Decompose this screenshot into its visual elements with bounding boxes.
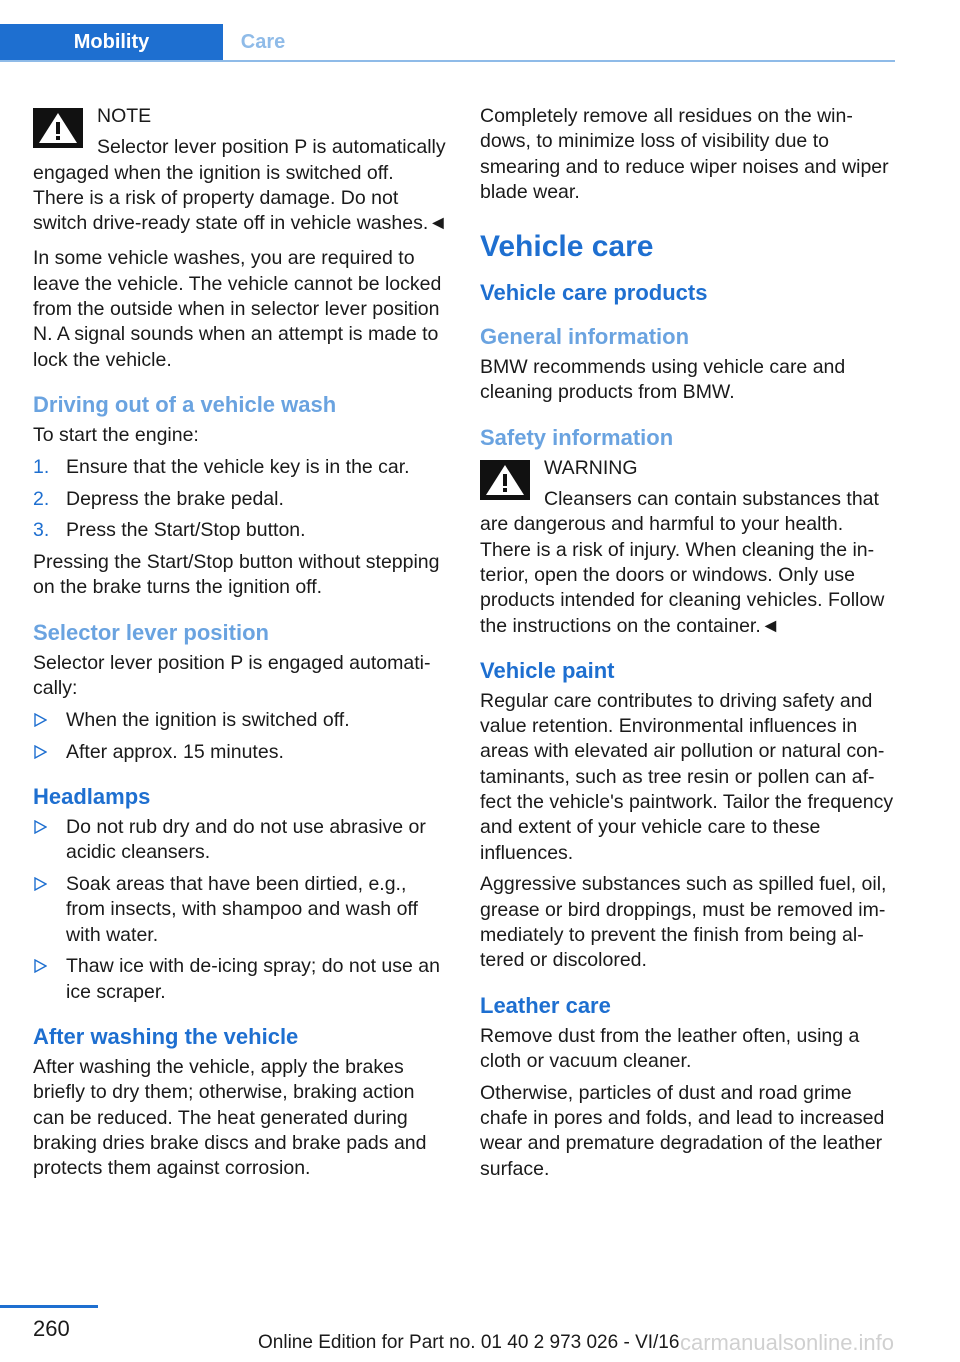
paragraph-leather-care-1: Remove dust from the leather often, using a cloth or vacuum cleaner. [480, 1024, 860, 1072]
step-number: 1. [33, 455, 50, 478]
list-item [33, 518, 449, 543]
heading-vehicle-care-products: Vehicle care products [480, 280, 708, 306]
footer-edition: Online Edition for Part no. 01 40 2 973 026 - VI/16 [258, 1332, 680, 1353]
heading-vehicle-paint: Vehicle paint [480, 657, 615, 683]
list-item [33, 487, 449, 512]
list-item [33, 954, 449, 1005]
warning-triangle-icon [480, 460, 530, 500]
list-item [33, 815, 449, 866]
paragraph-remove-residues: Completely remove all residues on the windows, to minimize loss of visibility due to smearing and to reduce wiper noises and wiper blade wear. [480, 105, 889, 203]
note-title: NOTE [97, 105, 152, 127]
warning-box [480, 456, 896, 639]
paragraph-vehicle-paint-1: Regular care contributes to driving safety and value retention. Environmental influences in areas with elevated air pollution or natural contaminants, such as tree resin or pollen can affect the vehicle's paintwork. Tailor the frequency and extent of your vehicle care to these influences. [480, 689, 894, 864]
step-text: Depress the brake pedal. [66, 487, 284, 510]
headlamps-list [33, 815, 449, 1005]
paragraph-selector-lever: Selector lever position P is engaged automatically: [33, 651, 431, 700]
right-column [480, 104, 896, 1188]
list-item-text: Do not rub dry and do not use abrasive or acidic cleansers. [66, 815, 426, 864]
heading-safety-information: Safety information [480, 424, 674, 450]
list-item [33, 740, 449, 765]
header-tabs [0, 0, 895, 62]
triangle-right-outline-icon [34, 713, 47, 727]
warning-title: WARNING [544, 456, 638, 479]
list-item [33, 455, 449, 480]
step-number: 2. [33, 487, 50, 510]
paragraph-general-information: BMW recommends using vehicle care and cleaning products from BMW. [480, 356, 846, 404]
triangle-right-outline-icon [34, 745, 47, 759]
paragraph-leather-care-2: Otherwise, particles of dust and road grime chafe in pores and folds, and lead to increased wear and premature degradation of the leather surface. [480, 1081, 885, 1180]
watermark: carmanualsonline.info [680, 1330, 895, 1355]
page-number: 260 [33, 1316, 70, 1341]
triangle-right-outline-icon [34, 959, 47, 973]
list-item-text: Thaw ice with de-icing spray; do not use an ice scraper. [66, 955, 440, 1003]
note-box [33, 104, 449, 236]
heading-driving-out: Driving out of a vehicle wash [33, 391, 337, 417]
heading-general-information: General information [480, 324, 690, 350]
step-text: Ensure that the vehicle key is in the car. [66, 455, 410, 478]
paragraph-after-washing: After washing the vehicle, apply the brakes briefly to dry them; otherwise, braking action can be reduced. The heat generated during braking dries brake discs and brake pads and protects them against corrosion. [33, 1056, 427, 1180]
tab-care[interactable]: Care [240, 31, 286, 53]
start-steps-list [33, 455, 449, 544]
list-item [33, 872, 449, 948]
heading-vehicle-care: Vehicle care [480, 230, 654, 264]
heading-after-washing: After washing the vehicle [33, 1024, 299, 1050]
paragraph-start-engine: To start the engine: [33, 423, 199, 446]
heading-leather-care: Leather care [480, 992, 611, 1018]
list-item-text: Soak areas that have been dirtied, e.g., from insects, with shampoo and wash off with water. [66, 873, 418, 946]
paragraph-vehicle-paint-2: Aggressive substances such as spilled fuel, oil, grease or bird droppings, must be removed immediately to prevent the finish from being altered or discolored. [480, 873, 887, 972]
note-text: Selector lever position P is automatically engaged when the ignition is switched off. There is a risk of property damage. Do not switch drive-ready state off in vehicle washes.◄ [33, 136, 448, 235]
triangle-right-outline-icon [34, 877, 47, 891]
step-text: Press the Start/Stop button. [66, 519, 306, 542]
heading-headlamps: Headlamps [33, 783, 151, 809]
selector-list [33, 708, 449, 765]
paragraph-pressing-start-stop: Pressing the Start/Stop button without stepping on the brake turns the ignition off. [33, 551, 440, 599]
left-column [33, 104, 449, 1188]
heading-selector-lever: Selector lever position [33, 619, 269, 645]
triangle-right-outline-icon [34, 820, 47, 834]
step-number: 3. [33, 519, 50, 542]
page-number-bar [0, 1305, 98, 1308]
warning-triangle-icon [33, 108, 83, 148]
tab-mobility[interactable]: Mobility [0, 24, 223, 60]
list-item-text: When the ignition is switched off. [66, 708, 350, 731]
paragraph-vehicle-wash-exit: In some vehicle washes, you are required to leave the vehicle. The vehicle cannot be locked from the outside when in selector lever position N. A signal sounds when an attempt is made to lock the vehicle. [33, 247, 442, 371]
list-item-text: After approx. 15 minutes. [66, 740, 284, 763]
warning-text: Cleansers can contain substances that are dangerous and harmful to your health. There is a risk of injury. When cleaning the interior, open the doors or windows. Only use products intended for cleaning vehicles. Follow the instructions on the container.◄ [480, 488, 885, 637]
list-item [33, 708, 449, 733]
